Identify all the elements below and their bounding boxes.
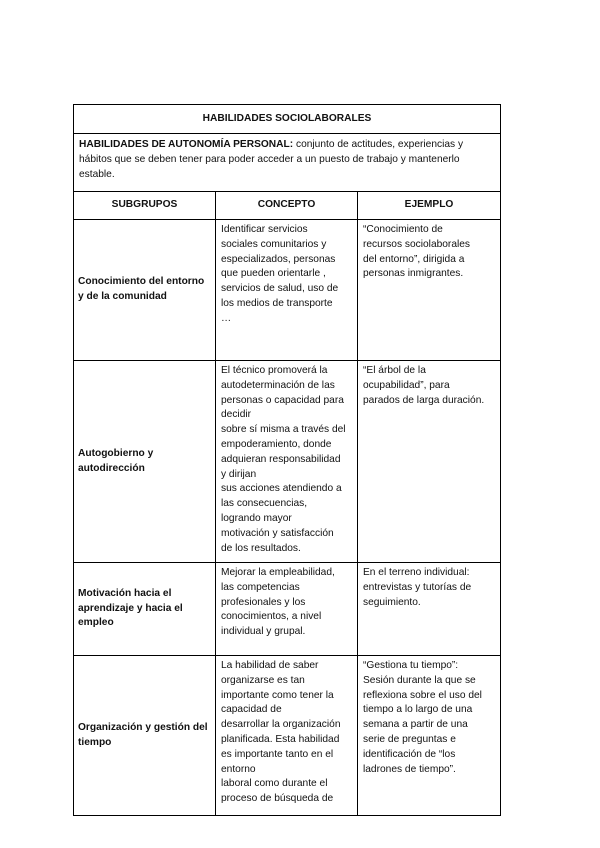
subgroup-cell: Autogobierno y autodirección: [74, 361, 216, 563]
example-cell: “Gestiona tu tiempo”: Sesión durante la que se reflexiona sobre el uso del tiempo a lo largo de una semana a partir de una serie de preguntas e identificación de “los ladrones de tiempo”.: [358, 656, 501, 816]
example-cell: “El árbol de la ocupabilidad”, para parados de larga duración.: [358, 361, 501, 563]
concept-cell: Identificar servicios sociales comunitarios y especializados, personas que pueden orientarle , servicios de salud, uso de los medios de transporte …: [216, 220, 358, 361]
example-cell: En el terreno individual: entrevistas y tutorías de seguimiento.: [358, 563, 501, 656]
subgroup-cell: Motivación hacia el aprendizaje y hacia el empleo: [74, 563, 216, 656]
table-row: [74, 361, 501, 563]
intro-cell: [74, 134, 501, 192]
table-row: [74, 656, 501, 816]
concept-cell: [216, 656, 358, 816]
header-subgrupos: SUBGRUPOS: [74, 192, 216, 220]
table-row: [74, 220, 501, 361]
concept-cell: El técnico promoverá la autodeterminación de las personas o capacidad para decidir sobre sí misma a través del empoderamiento, donde adquieran responsabilidad y dirijan sus acciones atendiendo a las consecuencias, logrando mayor motivación y satisfacción de los resultados.: [216, 361, 358, 563]
intro-text: conjunto de actitudes, experiencias y hábitos que se deben tener para poder acceder a un puesto de trabajo y mantenerlo estable.: [79, 139, 464, 180]
concept-cell: Mejorar la empleabilidad, las competencias profesionales y los conocimientos, a nivel individual y grupal.: [216, 563, 358, 656]
header-concepto: CONCEPTO: [216, 192, 358, 220]
concept-text: La habilidad de saber organizarse es tan importante como tener la capacidad de desarrollar la organización planificada. Esta habilidad es importante tanto en el entorno laboral como durante el proceso de búsqueda de: [221, 660, 341, 805]
example-cell: “Conocimiento de recursos sociolaborales del entorno”, dirigida a personas inmigrantes.: [358, 220, 501, 361]
subgroup-cell: Conocimiento del entorno y de la comunidad: [74, 220, 216, 361]
table-row: [74, 563, 501, 656]
subgroup-cell: Organización y gestión del tiempo: [74, 656, 216, 816]
habilidades-table: [73, 104, 501, 816]
intro-bold: HABILIDADES DE AUTONOMÍA PERSONAL:: [79, 139, 294, 150]
table-title: HABILIDADES SOCIOLABORALES: [74, 105, 501, 134]
header-ejemplo: EJEMPLO: [358, 192, 501, 220]
